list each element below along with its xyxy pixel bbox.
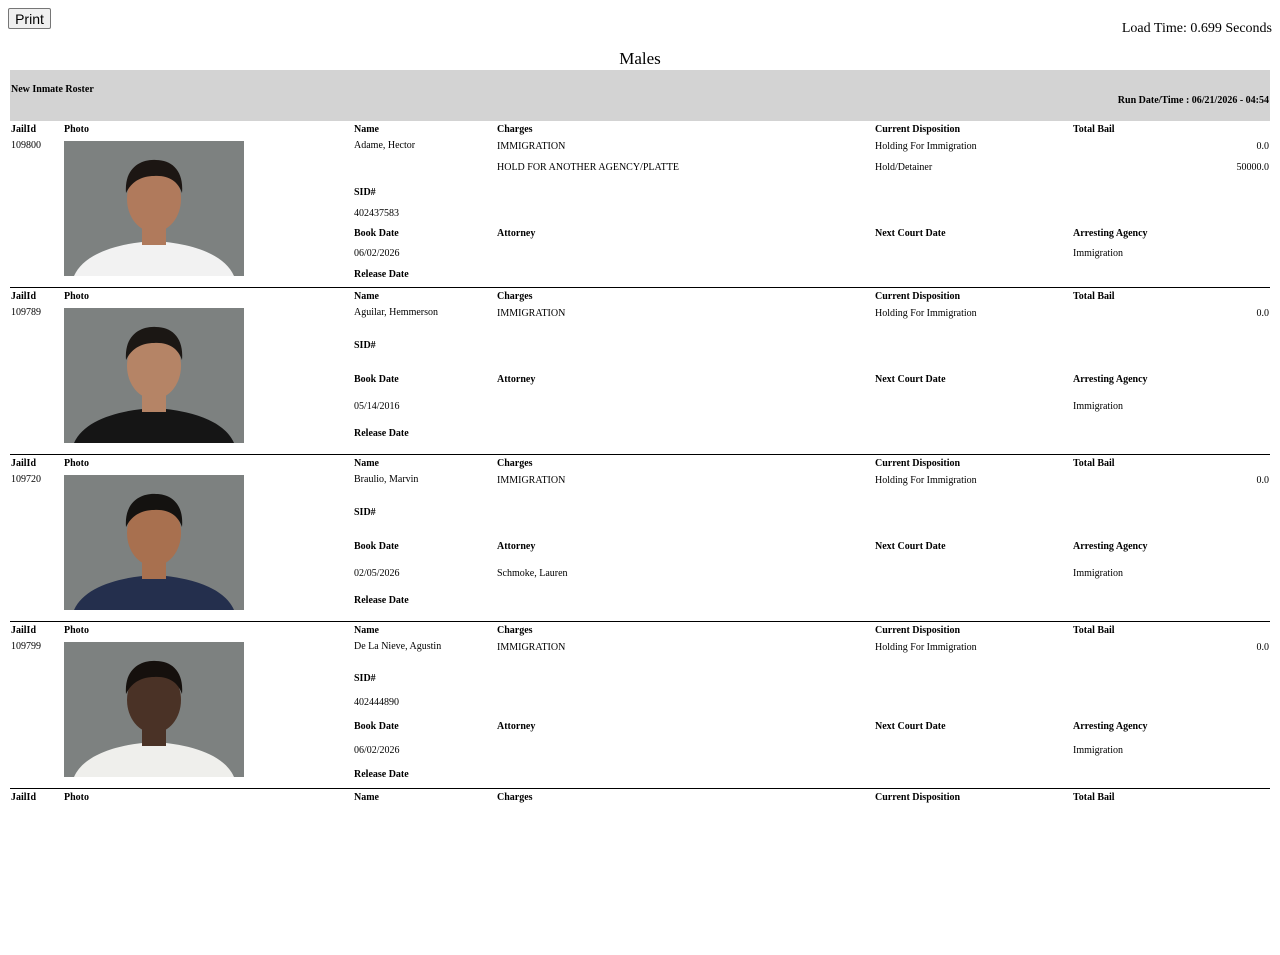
disposition-value: Holding For Immigration [875,475,977,486]
jailid-label: JailId [11,124,37,135]
bail-label: Total Bail [1073,458,1115,469]
disposition-label: Current Disposition [875,124,961,135]
jailid-label: JailId [11,291,37,302]
book-date-label: Book Date [354,541,399,552]
disposition-value: Holding For Immigration [875,141,977,152]
charges-label: Charges [497,124,533,135]
disposition-label: Current Disposition [875,792,961,803]
bail-value: 50000.0 [1236,162,1269,173]
charges-label: Charges [497,291,533,302]
name-label: Name [354,124,379,135]
inmate-record-partial [10,789,1270,955]
jailid-value: 109799 [11,641,41,652]
photo-label: Photo [64,792,89,803]
inmate-photo [64,475,244,610]
mugshot-silhouette [64,141,244,276]
inmate-record [10,288,1270,455]
book-date-value: 02/05/2026 [354,568,400,579]
jailid-label: JailId [11,792,37,803]
release-date-label: Release Date [354,769,409,780]
book-date-value: 05/14/2016 [354,401,400,412]
book-date-value: 06/02/2026 [354,248,400,259]
next-court-label: Next Court Date [875,541,946,552]
jailid-value: 109789 [11,307,41,318]
charge-text: IMMIGRATION [497,642,566,653]
photo-label: Photo [64,625,89,636]
bail-label: Total Bail [1073,625,1115,636]
agency-value: Immigration [1073,401,1123,412]
bail-label: Total Bail [1073,124,1115,135]
attorney-label: Attorney [497,721,536,732]
roster-header [10,70,1270,121]
inmate-name: Aguilar, Hemmerson [354,307,439,318]
disposition-label: Current Disposition [875,625,961,636]
name-label: Name [354,792,379,803]
agency-label: Arresting Agency [1073,541,1148,552]
roster-title: New Inmate Roster [11,84,94,95]
agency-label: Arresting Agency [1073,721,1148,732]
inmate-record [10,622,1270,789]
mugshot-silhouette [64,475,244,610]
jailid-value: 109800 [11,140,41,151]
charge-text: IMMIGRATION [497,308,566,319]
release-date-label: Release Date [354,428,409,439]
next-court-label: Next Court Date [875,228,946,239]
disposition-value: Hold/Detainer [875,162,933,173]
agency-value: Immigration [1073,248,1123,259]
sid-label: SID# [354,340,376,351]
mugshot-silhouette [64,642,244,777]
book-date-label: Book Date [354,228,399,239]
inmate-name: Braulio, Marvin [354,474,419,485]
name-label: Name [354,458,379,469]
disposition-label: Current Disposition [875,291,961,302]
photo-label: Photo [64,458,89,469]
print-button[interactable]: Print [8,8,51,29]
inmate-photo [64,141,244,276]
photo-label: Photo [64,124,89,135]
jailid-label: JailId [11,625,37,636]
agency-label: Arresting Agency [1073,228,1148,239]
charges-label: Charges [497,458,533,469]
agency-value: Immigration [1073,568,1123,579]
agency-label: Arresting Agency [1073,374,1148,385]
jailid-value: 109720 [11,474,41,485]
inmate-photo [64,308,244,443]
charges-label: Charges [497,625,533,636]
disposition-value: Holding For Immigration [875,308,977,319]
sid-value: 402444890 [354,697,399,708]
page-title: Males [619,49,661,68]
disposition-label: Current Disposition [875,458,961,469]
attorney-value: Schmoke, Lauren [497,568,568,579]
bail-label: Total Bail [1073,792,1115,803]
attorney-label: Attorney [497,541,536,552]
book-date-label: Book Date [354,721,399,732]
inmate-name: Adame, Hector [354,140,416,151]
attorney-label: Attorney [497,374,536,385]
bail-value: 0.0 [1256,642,1269,653]
book-date-label: Book Date [354,374,399,385]
disposition-value: Holding For Immigration [875,642,977,653]
bail-value: 0.0 [1256,475,1269,486]
sid-label: SID# [354,187,376,198]
name-label: Name [354,291,379,302]
release-date-label: Release Date [354,595,409,606]
release-date-label: Release Date [354,269,409,280]
inmate-name: De La Nieve, Agustin [354,641,442,652]
charge-text: IMMIGRATION [497,141,566,152]
charges-label: Charges [497,792,533,803]
bail-value: 0.0 [1256,141,1269,152]
next-court-label: Next Court Date [875,721,946,732]
sid-label: SID# [354,673,376,684]
sid-label: SID# [354,507,376,518]
photo-label: Photo [64,291,89,302]
mugshot-silhouette [64,308,244,443]
run-datetime: Run Date/Time : 06/21/2026 - 04:54 [1117,95,1269,106]
inmate-list [10,121,1270,955]
inmate-record [10,455,1270,622]
attorney-label: Attorney [497,228,536,239]
jailid-label: JailId [11,458,37,469]
book-date-value: 06/02/2026 [354,745,400,756]
bail-value: 0.0 [1256,308,1269,319]
bail-label: Total Bail [1073,291,1115,302]
charge-text: HOLD FOR ANOTHER AGENCY/PLATTE [497,162,679,173]
sid-value: 402437583 [354,208,399,219]
agency-value: Immigration [1073,745,1123,756]
name-label: Name [354,625,379,636]
next-court-label: Next Court Date [875,374,946,385]
charge-text: IMMIGRATION [497,475,566,486]
inmate-record [10,121,1270,288]
load-time: Load Time: 0.699 Seconds [1121,21,1272,36]
inmate-photo [64,642,244,777]
